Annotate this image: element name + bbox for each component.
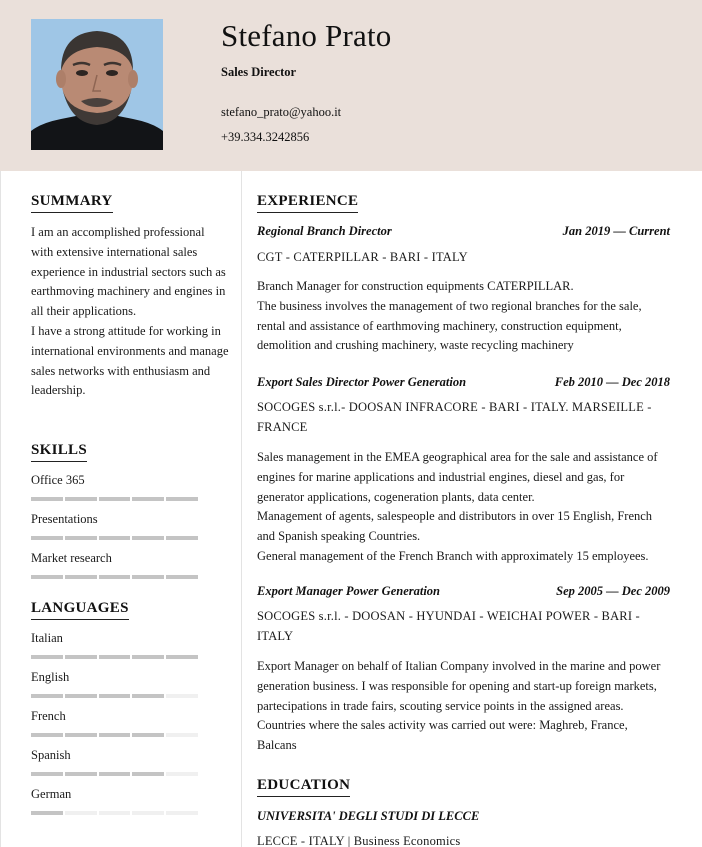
level-segment xyxy=(31,811,63,815)
skill-level-bar xyxy=(31,536,198,540)
language-label: English xyxy=(31,670,70,684)
level-segment xyxy=(166,497,198,501)
job-company: CGT - CATERPILLAR - BARI - ITALY xyxy=(257,250,468,264)
skill-level-bar xyxy=(31,497,198,501)
level-segment xyxy=(99,733,131,737)
education-school: UNIVERSITA' DEGLI STUDI DI LECCE xyxy=(257,809,480,823)
language-item xyxy=(31,670,201,685)
language-item xyxy=(31,631,201,646)
job-dates: Sep 2005 — Dec 2009 xyxy=(556,584,670,598)
level-segment xyxy=(166,536,198,540)
phone-number: +39.334.3242856 xyxy=(221,130,310,144)
level-segment xyxy=(99,772,131,776)
level-segment xyxy=(65,536,97,540)
job-company: SOCOGES s.r.l. - DOOSAN - HYUNDAI - WEICHAI POWER - BARI - ITALY xyxy=(257,609,640,643)
job-company: SOCOGES s.r.l.- DOOSAN INFRACORE - BARI - ITALY. MARSEILLE - FRANCE xyxy=(257,400,652,434)
language-label: German xyxy=(31,787,72,801)
level-segment xyxy=(65,655,97,659)
skill-label: Office 365 xyxy=(31,473,85,487)
level-segment xyxy=(65,772,97,776)
level-segment xyxy=(166,733,198,737)
language-level-bar xyxy=(31,733,198,737)
resume-header xyxy=(0,0,702,171)
level-segment xyxy=(65,811,97,815)
level-segment xyxy=(31,694,63,698)
level-segment xyxy=(99,536,131,540)
job-heading xyxy=(257,224,670,239)
level-segment xyxy=(132,772,164,776)
level-segment xyxy=(132,575,164,579)
level-segment xyxy=(166,811,198,815)
language-level-bar xyxy=(31,694,198,698)
level-segment xyxy=(166,575,198,579)
job-role: Export Manager Power Generation xyxy=(257,584,441,598)
languages-heading: LANGUAGES xyxy=(31,600,129,620)
job-dates: Jan 2019 — Current xyxy=(562,224,670,238)
level-segment xyxy=(31,772,63,776)
skill-item xyxy=(31,473,201,488)
education-heading: EDUCATION xyxy=(257,777,350,797)
language-item xyxy=(31,787,201,802)
level-segment xyxy=(31,536,63,540)
job-heading xyxy=(257,375,670,390)
column-divider xyxy=(241,171,242,847)
level-segment xyxy=(99,575,131,579)
job-dates: Feb 2010 — Dec 2018 xyxy=(554,375,670,389)
level-segment xyxy=(99,655,131,659)
language-item xyxy=(31,709,201,724)
skill-label: Presentations xyxy=(31,512,98,526)
level-segment xyxy=(132,733,164,737)
level-segment xyxy=(132,811,164,815)
level-segment xyxy=(166,655,198,659)
level-segment xyxy=(99,497,131,501)
language-label: Italian xyxy=(31,631,63,645)
skill-item xyxy=(31,512,201,527)
level-segment xyxy=(132,497,164,501)
job-description: Branch Manager for construction equipments CATERPILLAR. The business involves the management of two regional branches for the sale, rental and assistance of earthmoving machinery, construction equipment, demolition and crushing machinery, waste recycling machinery xyxy=(257,279,642,353)
job-heading xyxy=(257,584,670,599)
level-segment xyxy=(31,497,63,501)
level-segment xyxy=(132,655,164,659)
job-role: Export Sales Director Power Generation xyxy=(257,375,467,389)
level-segment xyxy=(99,694,131,698)
level-segment xyxy=(31,655,63,659)
language-level-bar xyxy=(31,655,198,659)
language-label: Spanish xyxy=(31,748,71,762)
skill-item xyxy=(31,551,201,566)
job-description: Export Manager on behalf of Italian Company involved in the marine and power generation business. I was responsible for opening and start-up foreign markets, partecipations in trade fairs, scouting service points in the assigned areas. Countries where the sales activity was carried out were: Maghreb, France, Balcans xyxy=(257,659,661,753)
profile-photo xyxy=(31,19,163,150)
skill-level-bar xyxy=(31,575,198,579)
level-segment xyxy=(99,811,131,815)
language-level-bar xyxy=(31,772,198,776)
summary-heading: SUMMARY xyxy=(31,193,113,213)
level-segment xyxy=(65,575,97,579)
email-address: stefano_prato@yahoo.it xyxy=(221,105,342,119)
level-segment xyxy=(65,733,97,737)
page-left-border xyxy=(0,171,1,847)
job-role: Regional Branch Director xyxy=(257,224,392,238)
experience-heading: EXPERIENCE xyxy=(257,193,358,213)
candidate-title: Sales Director xyxy=(221,65,297,79)
level-segment xyxy=(65,694,97,698)
education-detail: LECCE - ITALY | Business Economics xyxy=(257,834,461,847)
skill-label: Market research xyxy=(31,551,112,565)
level-segment xyxy=(166,694,198,698)
language-level-bar xyxy=(31,811,198,815)
level-segment xyxy=(166,772,198,776)
level-segment xyxy=(132,694,164,698)
level-segment xyxy=(31,575,63,579)
summary-text: I am an accomplished professional with extensive international sales experience in industrial sectors such as earthmoving machinery and engines in all their applications. I have a strong attitude for working in international environments and manage sales networks with enthusiasm and leadership. xyxy=(31,225,229,398)
level-segment xyxy=(65,497,97,501)
candidate-name: Stefano Prato xyxy=(221,18,392,53)
job-description: Sales management in the EMEA geographical area for the sale and assistance of engines for marine applications and industrial engines, diesel and gas, for generator applications, cogeneration plants, data center. Management of agents, salespeople and distributors in over 15 English, French and Spanish speaking Countries. General management of the French Branch with approximately 15 employees. xyxy=(257,450,658,563)
skills-heading: SKILLS xyxy=(31,442,87,462)
level-segment xyxy=(132,536,164,540)
level-segment xyxy=(31,733,63,737)
language-item xyxy=(31,748,201,763)
language-label: French xyxy=(31,709,66,723)
